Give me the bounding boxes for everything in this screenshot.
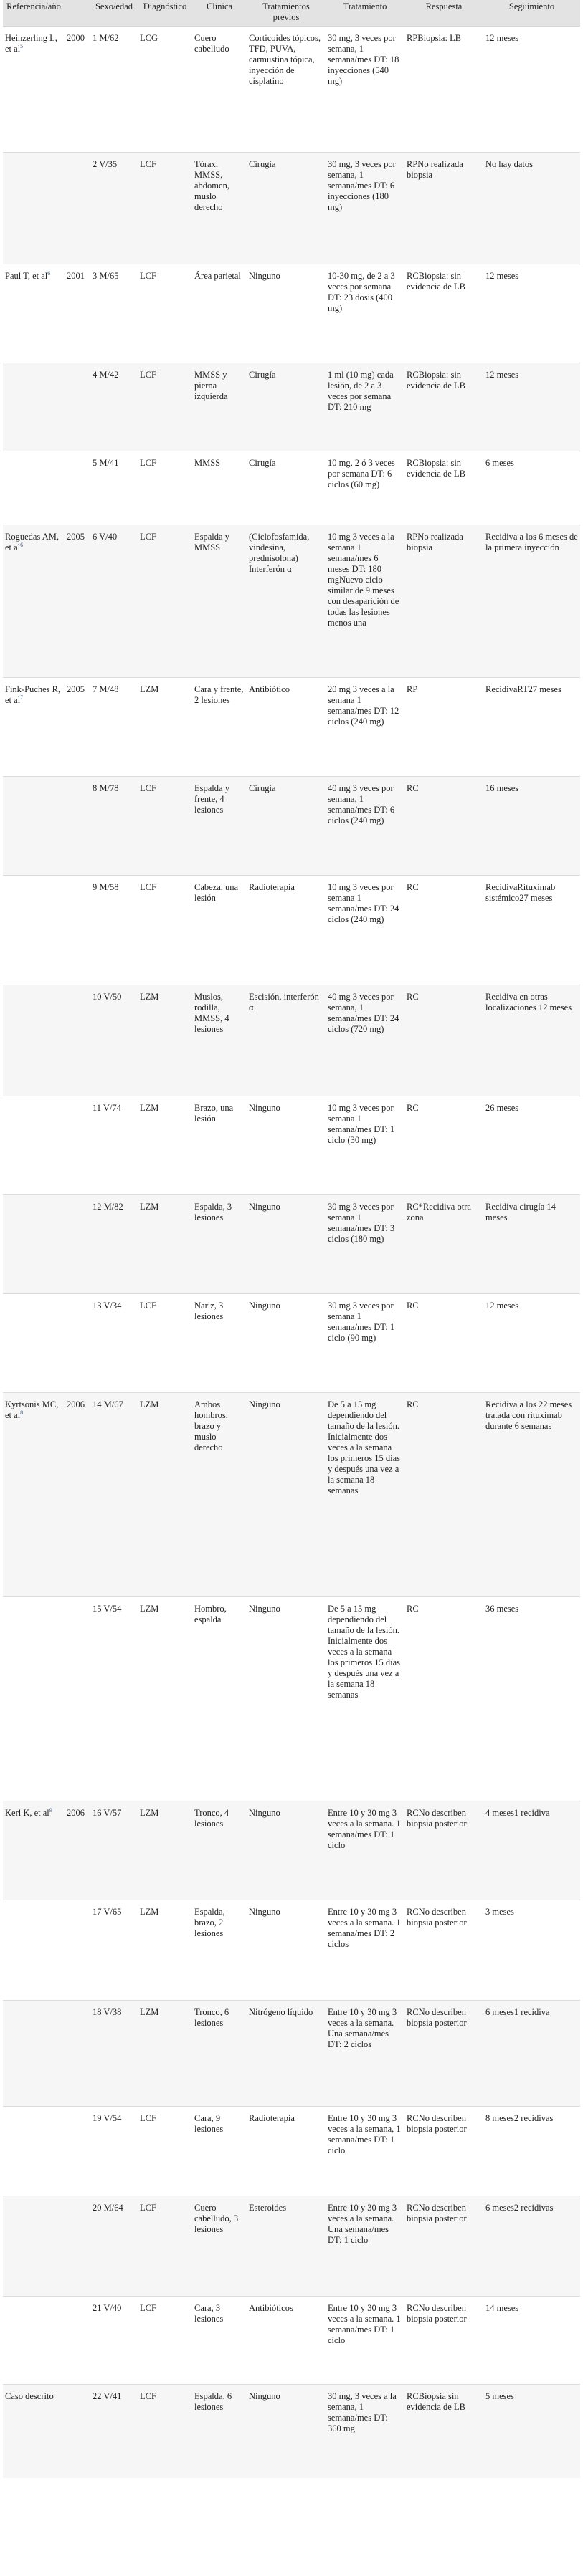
- header-anio: [65, 0, 90, 27]
- cell-follow: 36 meses: [483, 1597, 580, 1801]
- cell-prev: Ninguno: [247, 1195, 326, 1294]
- cell-ref: [3, 1294, 65, 1393]
- cell-prev: Ninguno: [247, 1096, 326, 1195]
- cell-treatment: 10 mg, 2 ó 3 veces por semana DT: 6 ciclos (60 mg): [326, 451, 404, 525]
- cell-response: RC: [404, 876, 483, 985]
- cell-follow: RecidivaRT27 meses: [483, 678, 580, 777]
- cell-sex-age: 3 M/65: [90, 264, 138, 363]
- cell-follow: 6 meses2 recidivas: [483, 2196, 580, 2297]
- citation-link[interactable]: 8: [20, 1409, 24, 1416]
- cell-year: [65, 1096, 90, 1195]
- table-row: [3, 264, 580, 363]
- cell-ref: [3, 153, 65, 264]
- cell-sex-age: 1 M/62: [90, 27, 138, 153]
- table-row: [3, 451, 580, 525]
- cell-treatment: Entre 10 y 30 mg 3 veces a la semana. 1 semana/mes DT: 2 ciclos: [326, 1900, 404, 2001]
- citation-link[interactable]: 6: [47, 269, 51, 277]
- cell-prev: Ninguno: [247, 264, 326, 363]
- header-clinica: Clínica: [192, 0, 247, 27]
- cell-diag: LZM: [138, 2001, 192, 2107]
- cell-prev: Cirugía: [247, 363, 326, 451]
- cell-year: [65, 1294, 90, 1393]
- cell-diag: LZM: [138, 985, 192, 1096]
- cell-sex-age: 16 V/57: [90, 1801, 138, 1900]
- citation-link[interactable]: 7: [20, 694, 24, 701]
- reference-text: Kerl K, et al: [5, 1808, 49, 1818]
- table-row: [3, 2001, 580, 2107]
- table-row: [3, 1393, 580, 1597]
- cell-prev: (Ciclofosfamida, vindesina, prednisolona) Interferón α: [247, 525, 326, 678]
- cell-sex-age: 19 V/54: [90, 2107, 138, 2196]
- cell-treatment: Entre 10 y 30 mg 3 veces a la semana. 1 semana/mes DT: 1 ciclo: [326, 2297, 404, 2385]
- cell-response: RCBiopsia: sin evidencia de LB: [404, 363, 483, 451]
- cell-year: 2005: [65, 678, 90, 777]
- cell-year: [65, 1597, 90, 1801]
- cell-sex-age: 17 V/65: [90, 1900, 138, 2001]
- cell-clinic: Tórax, MMSS, abdomen, muslo derecho: [192, 153, 247, 264]
- cell-ref: [3, 264, 65, 363]
- cell-sex-age: 7 M/48: [90, 678, 138, 777]
- cell-sex-age: 13 V/34: [90, 1294, 138, 1393]
- cell-follow: 4 meses1 recidiva: [483, 1801, 580, 1900]
- cell-year: [65, 1195, 90, 1294]
- table-row: [3, 153, 580, 264]
- cell-prev: Nitrógeno líquido: [247, 2001, 326, 2107]
- header-sexo-edad: Sexo/edad: [90, 0, 138, 27]
- table-row: [3, 1900, 580, 2001]
- header-respuesta: Respuesta: [404, 0, 483, 27]
- cell-ref: [3, 27, 65, 153]
- table-row: [3, 1801, 580, 1900]
- cell-response: RCNo describen biopsia posterior: [404, 2196, 483, 2297]
- cell-response: RCBiopsia sin evidencia de LB: [404, 2385, 483, 2478]
- cell-response: RPNo realizada biopsia: [404, 525, 483, 678]
- cell-year: 2001: [65, 264, 90, 363]
- cell-prev: Ninguno: [247, 1900, 326, 2001]
- cell-year: 2006: [65, 1393, 90, 1597]
- cell-diag: LZM: [138, 1096, 192, 1195]
- cell-treatment: 40 mg 3 veces por semana, 1 semana/mes DT: 6 ciclos (240 mg): [326, 777, 404, 876]
- table-row: [3, 1096, 580, 1195]
- cell-clinic: Cuero cabelludo, 3 lesiones: [192, 2196, 247, 2297]
- cell-clinic: MMSS: [192, 451, 247, 525]
- table-row: [3, 777, 580, 876]
- cell-follow: 14 meses: [483, 2297, 580, 2385]
- cell-diag: LZM: [138, 678, 192, 777]
- cell-diag: LZM: [138, 1801, 192, 1900]
- cell-treatment: 30 mg 3 veces por semana 1 semana/mes DT: 1 ciclo (90 mg): [326, 1294, 404, 1393]
- cell-follow: Recidiva en otras localizaciones 12 meses: [483, 985, 580, 1096]
- cell-diag: LCG: [138, 27, 192, 153]
- cell-follow: 26 meses: [483, 1096, 580, 1195]
- cell-sex-age: 8 M/78: [90, 777, 138, 876]
- cell-year: [65, 153, 90, 264]
- header-diagnostico: Diagnóstico: [138, 0, 192, 27]
- cell-treatment: Entre 10 y 30 mg 3 veces a la semana, 1 semana/mes DT: 1 ciclo: [326, 2107, 404, 2196]
- cell-clinic: Muslos, rodilla, MMSS, 4 lesiones: [192, 985, 247, 1096]
- cell-response: RC: [404, 1393, 483, 1597]
- cell-follow: 5 meses: [483, 2385, 580, 2478]
- table-row: [3, 2196, 580, 2297]
- cell-sex-age: 15 V/54: [90, 1597, 138, 1801]
- cell-prev: Antibiótico: [247, 678, 326, 777]
- cell-ref: [3, 1597, 65, 1801]
- cell-response: RCBiopsia: sin evidencia de LB: [404, 451, 483, 525]
- cell-follow: 3 meses: [483, 1900, 580, 2001]
- results-table: [3, 0, 580, 2478]
- cell-response: RPNo realizada biopsia: [404, 153, 483, 264]
- cell-year: [65, 985, 90, 1096]
- cell-sex-age: 9 M/58: [90, 876, 138, 985]
- reference-text: Roguedas AM, et al: [5, 532, 59, 552]
- cell-follow: Recidiva a los 22 meses tratada con rituximab durante 6 semanas: [483, 1393, 580, 1597]
- cell-prev: Escisión, interferón α: [247, 985, 326, 1096]
- table-row: [3, 27, 580, 153]
- header-tratamientos-previos: Tratamientos previos: [247, 0, 326, 27]
- cell-follow: 6 meses1 recidiva: [483, 2001, 580, 2107]
- table-row: [3, 363, 580, 451]
- cell-prev: Esteroides: [247, 2196, 326, 2297]
- cell-ref: [3, 2107, 65, 2196]
- cell-response: RCNo describen biopsia posterior: [404, 2107, 483, 2196]
- cell-follow: 12 meses: [483, 1294, 580, 1393]
- cell-response: RCNo describen biopsia posterior: [404, 1900, 483, 2001]
- cell-prev: Cirugía: [247, 153, 326, 264]
- reference-text: Heinzerling L, et al: [5, 33, 57, 54]
- cell-response: RC*Recidiva otra zona: [404, 1195, 483, 1294]
- cell-ref: [3, 1195, 65, 1294]
- cell-diag: LCF: [138, 2196, 192, 2297]
- cell-year: [65, 451, 90, 525]
- header-seguimiento: Seguimiento: [483, 0, 580, 27]
- cell-follow: 6 meses: [483, 451, 580, 525]
- cell-ref: [3, 2196, 65, 2297]
- cell-prev: Ninguno: [247, 1294, 326, 1393]
- cell-response: RC: [404, 777, 483, 876]
- cell-diag: LCF: [138, 876, 192, 985]
- cell-follow: Recidiva a los 6 meses de la primera inyección: [483, 525, 580, 678]
- cell-follow: Recidiva cirugía 14 meses: [483, 1195, 580, 1294]
- cell-response: RCNo describen biopsia posterior: [404, 2297, 483, 2385]
- cell-year: [65, 1900, 90, 2001]
- cell-clinic: Cabeza, una lesión: [192, 876, 247, 985]
- cell-clinic: Cara y frente, 2 lesiones: [192, 678, 247, 777]
- cell-clinic: MMSS y pierna izquierda: [192, 363, 247, 451]
- cell-treatment: 10-30 mg, de 2 a 3 veces por semana DT: 23 dosis (400 mg): [326, 264, 404, 363]
- table-row: [3, 1195, 580, 1294]
- cell-clinic: Tronco, 4 lesiones: [192, 1801, 247, 1900]
- cell-treatment: 40 mg 3 veces por semana, 1 semana/mes DT: 24 ciclos (720 mg): [326, 985, 404, 1096]
- cell-sex-age: 20 M/64: [90, 2196, 138, 2297]
- cell-sex-age: 6 V/40: [90, 525, 138, 678]
- cell-ref: [3, 1393, 65, 1597]
- cell-follow: RecidivaRituximab sistémico27 meses: [483, 876, 580, 985]
- table-row: [3, 525, 580, 678]
- citation-link[interactable]: 6: [20, 541, 24, 548]
- table-row: [3, 2107, 580, 2196]
- cell-treatment: De 5 a 15 mg dependiendo del tamaño de la lesión. Inicialmente dos veces a la semana los primeros 15 días y después una vez a la semana 18 semanas: [326, 1597, 404, 1801]
- cell-ref: [3, 876, 65, 985]
- cell-treatment: 30 mg, 3 veces por semana, 1 semana/mes DT: 18 inyecciones (540 mg): [326, 27, 404, 153]
- header-row: [3, 0, 580, 27]
- cell-year: [65, 2107, 90, 2196]
- cell-diag: LCF: [138, 1294, 192, 1393]
- cell-clinic: Hombro, espalda: [192, 1597, 247, 1801]
- cell-ref: [3, 985, 65, 1096]
- cell-sex-age: 2 V/35: [90, 153, 138, 264]
- cell-treatment: 1 ml (10 mg) cada lesión, de 2 a 3 veces por semana DT: 210 mg: [326, 363, 404, 451]
- cell-clinic: Brazo, una lesión: [192, 1096, 247, 1195]
- cell-response: RC: [404, 1096, 483, 1195]
- cell-clinic: Cuero cabelludo: [192, 27, 247, 153]
- cell-ref: [3, 451, 65, 525]
- cell-prev: Antibióticos: [247, 2297, 326, 2385]
- cell-year: [65, 777, 90, 876]
- cell-treatment: 10 mg 3 veces por semana 1 semana/mes DT: 1 ciclo (30 mg): [326, 1096, 404, 1195]
- cell-diag: LCF: [138, 153, 192, 264]
- cell-ref: [3, 363, 65, 451]
- cell-prev: Radioterapia: [247, 2107, 326, 2196]
- cell-treatment: Entre 10 y 30 mg 3 veces a la semana. Una semana/mes DT: 2 ciclos: [326, 2001, 404, 2107]
- cell-response: RCNo describen biopsia posterior: [404, 1801, 483, 1900]
- cell-ref: [3, 525, 65, 678]
- table-row: [3, 985, 580, 1096]
- cell-sex-age: 22 V/41: [90, 2385, 138, 2478]
- citation-link[interactable]: 5: [20, 42, 24, 49]
- cell-treatment: 10 mg 3 veces a la semana 1 semana/mes 6 meses DT: 180 mgNuevo ciclo similar de 9 meses con desaparición de todas las lesiones menos una: [326, 525, 404, 678]
- cell-clinic: Área parietal: [192, 264, 247, 363]
- cell-diag: LCF: [138, 2107, 192, 2196]
- table-row: [3, 1597, 580, 1801]
- cell-treatment: 30 mg, 3 veces por semana, 1 semana/mes DT: 6 inyecciones (180 mg): [326, 153, 404, 264]
- cell-follow: 12 meses: [483, 27, 580, 153]
- cell-sex-age: 12 M/82: [90, 1195, 138, 1294]
- cell-diag: LCF: [138, 363, 192, 451]
- cell-diag: LCF: [138, 451, 192, 525]
- cell-clinic: Espalda, brazo, 2 lesiones: [192, 1900, 247, 2001]
- cell-prev: Ninguno: [247, 2385, 326, 2478]
- cell-ref: [3, 2385, 65, 2478]
- cell-response: RC: [404, 1294, 483, 1393]
- table-body: [3, 27, 580, 2478]
- cell-response: RCNo describen biopsia posterior: [404, 2001, 483, 2107]
- cell-treatment: De 5 a 15 mg dependiendo del tamaño de la lesión. Inicialmente dos veces a la semana los primeros 15 días y después una vez a la semana 18 semanas: [326, 1393, 404, 1597]
- cell-clinic: Espalda, 6 lesiones: [192, 2385, 247, 2478]
- cell-follow: No hay datos: [483, 153, 580, 264]
- table-row: [3, 678, 580, 777]
- cell-ref: [3, 2001, 65, 2107]
- cell-clinic: Nariz, 3 lesiones: [192, 1294, 247, 1393]
- cell-clinic: Cara, 3 lesiones: [192, 2297, 247, 2385]
- reference-text: Fink-Puches R, et al: [5, 684, 61, 705]
- cell-prev: Radioterapia: [247, 876, 326, 985]
- cell-ref: [3, 2297, 65, 2385]
- cell-prev: Ninguno: [247, 1801, 326, 1900]
- table-row: [3, 876, 580, 985]
- cell-response: RC: [404, 1597, 483, 1801]
- cell-sex-age: 18 V/38: [90, 2001, 138, 2107]
- cell-follow: 12 meses: [483, 264, 580, 363]
- table-row: [3, 1294, 580, 1393]
- reference-text: Caso descrito: [5, 2391, 54, 2401]
- table-row: [3, 2385, 580, 2478]
- cell-ref: [3, 1900, 65, 2001]
- cell-year: [65, 2196, 90, 2297]
- cell-prev: Cirugía: [247, 451, 326, 525]
- cell-response: RC: [404, 985, 483, 1096]
- header-referencia: Referencia/año: [3, 0, 65, 27]
- cell-diag: LZM: [138, 1195, 192, 1294]
- cell-clinic: Ambos hombros, brazo y muslo derecho: [192, 1393, 247, 1597]
- cell-treatment: 30 mg 3 veces por semana 1 semana/mes DT: 3 ciclos (180 mg): [326, 1195, 404, 1294]
- cell-year: [65, 876, 90, 985]
- cell-sex-age: 11 V/74: [90, 1096, 138, 1195]
- cell-sex-age: 21 V/40: [90, 2297, 138, 2385]
- cell-clinic: Espalda y MMSS: [192, 525, 247, 678]
- cell-sex-age: 5 M/41: [90, 451, 138, 525]
- cell-diag: LCF: [138, 264, 192, 363]
- cell-year: [65, 2297, 90, 2385]
- cell-response: RCBiopsia: sin evidencia de LB: [404, 264, 483, 363]
- citation-link[interactable]: 9: [49, 1806, 52, 1814]
- cell-prev: Ninguno: [247, 1393, 326, 1597]
- cell-response: RP: [404, 678, 483, 777]
- cell-prev: Corticoides tópicos, TFD, PUVA, carmustina tópica, inyección de cisplatino: [247, 27, 326, 153]
- cell-follow: 16 meses: [483, 777, 580, 876]
- cell-diag: LCF: [138, 777, 192, 876]
- cell-follow: 12 meses: [483, 363, 580, 451]
- cell-year: [65, 363, 90, 451]
- cell-year: 2006: [65, 1801, 90, 1900]
- cell-year: [65, 2385, 90, 2478]
- cell-diag: LZM: [138, 1900, 192, 2001]
- cell-sex-age: 10 V/50: [90, 985, 138, 1096]
- reference-text: Kyrtsonis MC, et al: [5, 1399, 59, 1420]
- cell-year: 2000: [65, 27, 90, 153]
- cell-diag: LCF: [138, 525, 192, 678]
- cell-year: 2005: [65, 525, 90, 678]
- cell-sex-age: 14 M/67: [90, 1393, 138, 1597]
- cell-diag: LCF: [138, 2297, 192, 2385]
- cell-diag: LZM: [138, 1597, 192, 1801]
- cell-treatment: 10 mg 3 veces por semana 1 semana/mes DT: 24 ciclos (240 mg): [326, 876, 404, 985]
- header-tratamiento: Tratamiento: [326, 0, 404, 27]
- cell-treatment: 30 mg, 3 veces a la semana, 1 semana/mes DT: 360 mg: [326, 2385, 404, 2478]
- cell-clinic: Tronco, 6 lesiones: [192, 2001, 247, 2107]
- cell-year: [65, 2001, 90, 2107]
- cell-follow: 8 meses2 recidivas: [483, 2107, 580, 2196]
- reference-text: Paul T, et al: [5, 271, 48, 281]
- cell-treatment: Entre 10 y 30 mg 3 veces a la semana. 1 semana/mes DT: 1 ciclo: [326, 1801, 404, 1900]
- cell-prev: Ninguno: [247, 1597, 326, 1801]
- cell-clinic: Cara, 9 lesiones: [192, 2107, 247, 2196]
- cell-diag: LCF: [138, 2385, 192, 2478]
- cell-prev: Cirugía: [247, 777, 326, 876]
- cell-ref: [3, 678, 65, 777]
- cell-treatment: Entre 10 y 30 mg 3 veces a la semana. Una semana/mes DT: 1 ciclo: [326, 2196, 404, 2297]
- cell-diag: LZM: [138, 1393, 192, 1597]
- cell-clinic: Espalda, 3 lesiones: [192, 1195, 247, 1294]
- cell-treatment: 20 mg 3 veces a la semana 1 semana/mes DT: 12 ciclos (240 mg): [326, 678, 404, 777]
- cell-ref: [3, 1801, 65, 1900]
- table-row: [3, 2297, 580, 2385]
- cell-ref: [3, 777, 65, 876]
- cell-sex-age: 4 M/42: [90, 363, 138, 451]
- cell-response: RPBiopsia: LB: [404, 27, 483, 153]
- cell-clinic: Espalda y frente, 4 lesiones: [192, 777, 247, 876]
- cell-ref: [3, 1096, 65, 1195]
